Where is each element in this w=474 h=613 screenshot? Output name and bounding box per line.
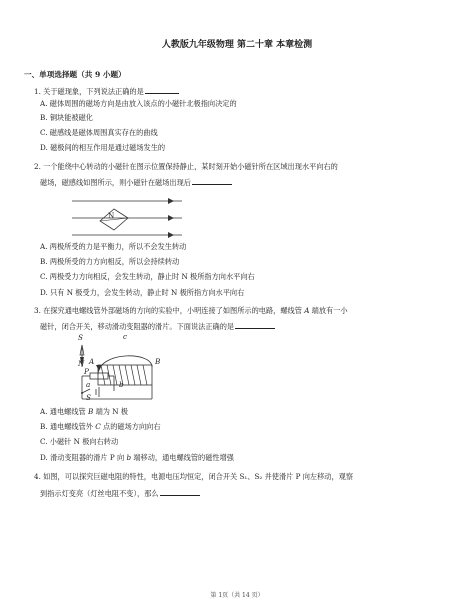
q1-option-c: C. 磁感线是磁体周围真实存在的曲线 <box>40 128 158 137</box>
q3-option-d: D. 滑动变阻器的滑片 P 向 b 端移动，通电螺线管的磁性增强 <box>40 453 234 462</box>
answer-blank <box>145 86 179 94</box>
page-title: 人教版九年级物理 第二十章 本章检测 <box>161 40 313 50</box>
q3-option-a: A. 通电螺线管 B 端为 N 极 <box>40 407 128 416</box>
q3-stem-line2: 磁针，闭合开关，移动滑动变阻器的滑片。下面说法正确的是 <box>40 321 275 332</box>
q3-figure-label-lower-b: b <box>119 380 124 389</box>
q3-figure-label-p: P <box>84 367 89 376</box>
q3-figure-label-n: N <box>78 359 85 368</box>
q3-figure-label-c: c <box>123 332 128 341</box>
answer-blank <box>235 321 275 329</box>
q2-option-a: A. 两极所受的力是平衡力，所以不会发生转动 <box>40 242 187 251</box>
q3-figure-label-lower-a: a <box>86 380 91 389</box>
q3-figure-label-s: S <box>78 333 83 342</box>
section-heading: 一、单项选择题（共 9 小题） <box>24 70 126 79</box>
q3-stem-line1: 3. 在探究通电螺线管外部磁场的方向的实验中，小明连接了如图所示的电路，螺线管 A 端放有一小 <box>34 306 348 315</box>
q4-stem-line1: 4. 如图，可以探究巨磁电阻的特性，电源电压均恒定，闭合开关 S₁、S₂ 并使滑片 P 向左移动，观察 <box>34 472 354 481</box>
q3-figure-label-a: A <box>89 357 95 366</box>
q1-stem: 1. 关于磁现象，下列说法正确的是 <box>34 86 179 97</box>
q4-stem-line2: 到指示灯变亮（灯丝电阻不变），那么 <box>40 488 200 499</box>
answer-blank <box>160 488 200 496</box>
q2-magnetic-field-figure <box>70 195 185 240</box>
q2-stem-line1: 2. 一个能绕中心转动的小磁针在图示位置保持静止，某时刻开始小磁针所在区域出现水平向右的 <box>34 162 338 171</box>
q3-option-c: C. 小磁针 N 极向右转动 <box>40 437 119 446</box>
q3-figure-label-b: B <box>155 357 161 366</box>
q2-option-b: B. 两极所受的力方向相反，所以会持续转动 <box>40 257 180 266</box>
q1-option-b: B. 铜块能被磁化 <box>40 113 93 122</box>
q2-stem-line2: 磁场，磁感线如图所示，则小磁针在磁场出现后 <box>40 177 232 188</box>
q1-option-d: D. 磁极间的相互作用是通过磁场发生的 <box>40 143 166 152</box>
q2-option-c: C. 两极受力方向相反，会发生转动，静止时 N 极所指方向水平向右 <box>40 272 255 281</box>
page-footer: 第 1页（共 14 页） <box>210 592 264 599</box>
answer-blank <box>192 177 232 185</box>
q1-option-a: A. 磁体周围的磁场方向是由放入该点的小磁针北极指向决定的 <box>40 99 237 108</box>
q2-option-d: D. 只有 N 极受力，会发生转动，静止时 N 极所指方向水平向右 <box>40 288 245 297</box>
q2-figure-n-label: N <box>108 211 115 220</box>
q3-figure-label-switch: S <box>86 393 91 402</box>
q3-option-b: B. 通电螺线管外 C 点的磁场方向向右 <box>40 422 161 431</box>
